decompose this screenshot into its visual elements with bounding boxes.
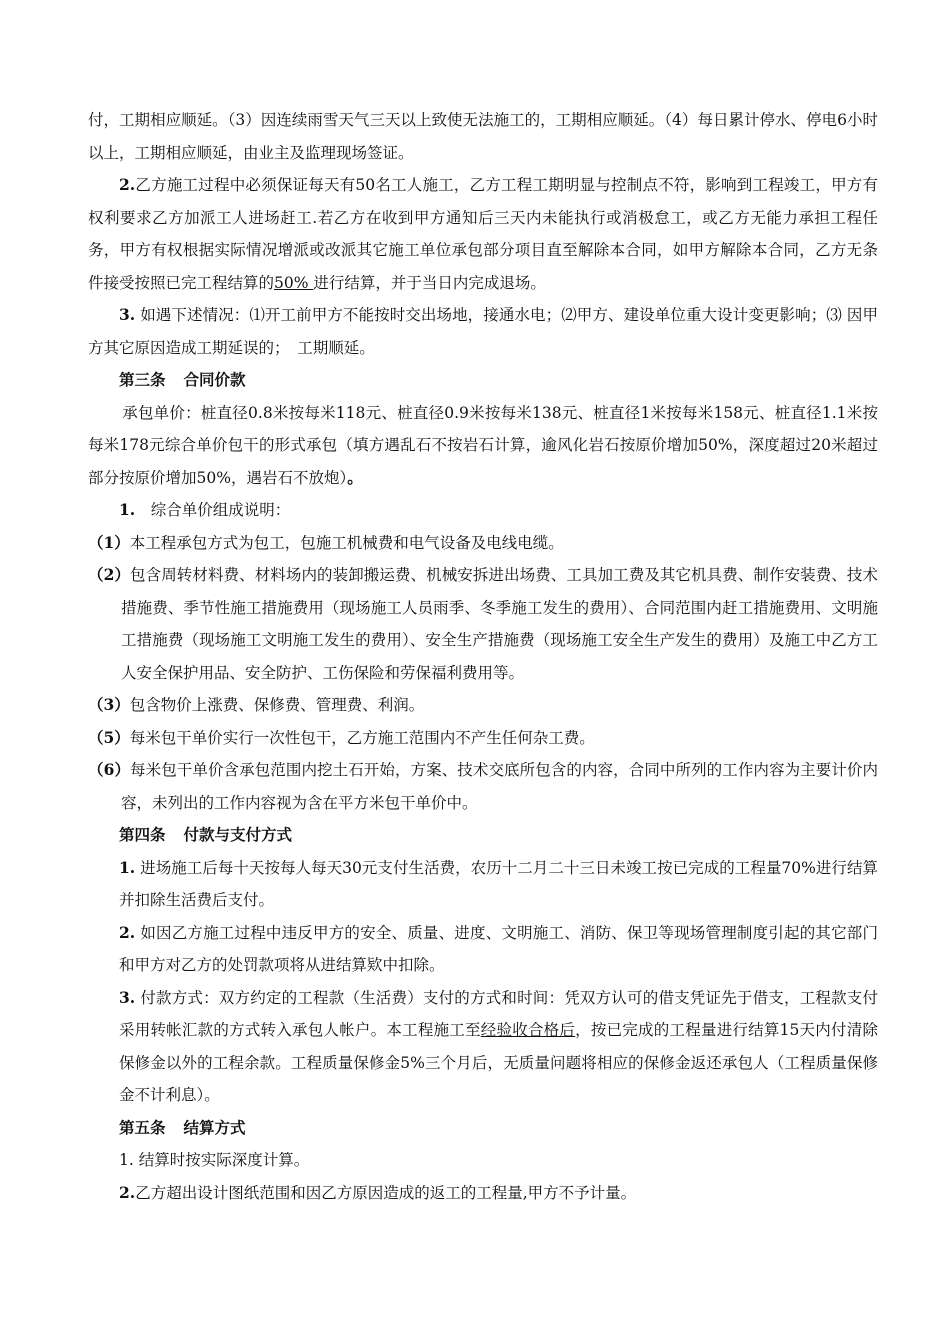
paragraph-text: 乙方施工过程中必须保证每天有50名工人施工，乙方工程工期明显与控制点不符，影响到工程竣工，甲方有权利要求乙方加派工人进场赶工.若乙方在收到甲方通知后三天内未能执行或消极怠工，或乙方无能力承担工程任务，甲方有权根据实际情况增派或改派其它施工单位承包部分项目直至解除本合同，如甲方解除本合同，乙方无条件接受按照已完工程结算的	[88, 176, 878, 292]
article-label: 第五条	[119, 1117, 166, 1137]
paragraph-text: 如遇下述情况：⑴开工前甲方不能按时交出场地，接通水电；⑵甲方、建设单位重大设计变更影响；⑶ 因甲方其它原因造成工期延误的； 工期顺延。	[88, 306, 878, 357]
paragraph-text: 综合单价组成说明：	[135, 501, 291, 519]
paragraph-text: 结算时按实际深度计算。	[133, 1151, 310, 1169]
sub-item-text: 包含周转材料费、材料场内的装卸搬运费、机械安拆进出场费、工具加工费及其它机具费、制作安装费、技术措施费、季节性施工措施费用（现场施工人员雨季、冬季施工发生的费用）、合同范围内赶工措施费用、文明施工措施费（现场施工文明施工发生的费用）、安全生产措施费（现场施工安全生产发生的费用）及施工中乙方工人安全保护用品、安全防护、工伤保险和劳保福利费用等。	[121, 566, 878, 682]
item-number: 1.	[119, 1151, 134, 1169]
item-number: 2.	[119, 175, 136, 194]
sub-item-text: 每米包干单价实行一次性包干，乙方施工范围内不产生任何杂工费。	[129, 728, 595, 747]
paragraph-delay-conditions	[88, 299, 878, 364]
paragraph-worker-requirement	[88, 169, 878, 299]
article-5-heading	[88, 1112, 878, 1145]
sub-item-number: （3）	[88, 695, 130, 714]
paragraph-text: 进场施工后每十天按每人每天30元支付生活费，农历十二月二十三日未竣工按已完成的工程量70%进行结算并扣除生活费后支付。	[119, 858, 878, 909]
article-title: 合同价款	[183, 370, 246, 389]
article-5-item-2	[88, 1177, 878, 1210]
article-5-item-1	[88, 1144, 878, 1177]
article-4-item-1	[88, 852, 878, 917]
article-4-heading	[88, 819, 878, 852]
item-number: 1.	[119, 857, 136, 877]
paragraph-end-mark: 。	[347, 467, 363, 487]
paragraph-text: 如因乙方施工过程中违反甲方的安全、质量、进度、文明施工、消防、保卫等现场管理制度引起的其它部门和甲方对乙方的处罚款项将从进结算欵中扣除。	[119, 923, 878, 974]
item-number: 2.	[119, 1182, 136, 1202]
paragraph-text: 付款方式：双方约定的工程款（生活费）支付的方式和时间：凭双方认可的借支凭证先于借支，工程款支付采用转帐汇款的方式转入承包人帐户。本工程施工至	[119, 988, 878, 1039]
paragraph-unit-price	[88, 397, 878, 495]
article-label: 第三条	[119, 370, 166, 389]
article-3-item-1	[88, 494, 878, 527]
paragraph-text: 承包单价：桩直径0.8米按每米118元、桩直径0.9米按每米138元、桩直径1米按每米158元、桩直径1.1米按每米178元综合单价包干的形式承包（填方遇乱石不按岩石计算，逾风化岩石按原价增加50%，深度超过20米超过部分按原价增加50%，遇岩石不放炮）	[88, 403, 878, 487]
article-3-heading	[88, 364, 878, 397]
item-number: 3.	[119, 305, 136, 324]
sub-item-6	[88, 754, 878, 819]
sub-item-number: （5）	[88, 727, 130, 747]
article-4-item-2	[88, 917, 878, 982]
paragraph-schedule-extension	[88, 104, 878, 169]
article-4-item-3	[88, 982, 878, 1112]
contract-body	[88, 104, 878, 1209]
item-number: 1.	[119, 500, 136, 519]
sub-item-2	[88, 559, 878, 689]
item-number: 3.	[119, 987, 136, 1007]
paragraph-text: 乙方超出设计图纸范围和因乙方原因造成的返工的工程量,甲方不予计量。	[135, 1183, 637, 1202]
sub-item-number: （2）	[88, 565, 131, 584]
sub-item-3	[88, 689, 878, 722]
paragraph-text: 付，工期相应顺延。（3）因连续雨雪天气三天以上致使无法施工的，工期相应顺延。（4）每日累计停水、停电6小时以上，工期相应顺延，由业主及监理现场签证。	[88, 111, 878, 162]
item-number: 2.	[119, 922, 136, 942]
sub-item-text: 本工程承包方式为包工，包施工机械费和电气设备及电线电缆。	[129, 533, 564, 552]
sub-item-5	[88, 722, 878, 755]
sub-item-number: （6）	[88, 760, 131, 779]
article-title: 结算方式	[183, 1117, 246, 1137]
article-title: 付款与支付方式	[183, 825, 293, 844]
sub-item-text: 每米包干单价含承包范围内挖土石开始，方案、技术交底所包含的内容，合同中所列的工作内容为主要计价内容，未列出的工作内容视为含在平方米包干单价中。	[121, 761, 878, 812]
paragraph-text: ，按已完成的工程量进行结算15天内付清除保修金以外的工程余款。工程质量保修金5%三个月后，无质量问题将相应的保修金返还承包人（工程质量保修金不计利息）。	[119, 1021, 878, 1104]
paragraph-text: 进行结算，并于当日内完成退场。	[313, 273, 546, 292]
underlined-percentage: 50%	[274, 273, 314, 292]
sub-item-text: 包含物价上涨费、保修费、管理费、利润。	[129, 696, 425, 714]
article-label: 第四条	[119, 825, 166, 844]
sub-item-number: （1）	[88, 532, 130, 552]
sub-item-1	[88, 527, 878, 560]
underlined-phrase: 经验收合格后	[480, 1021, 576, 1039]
